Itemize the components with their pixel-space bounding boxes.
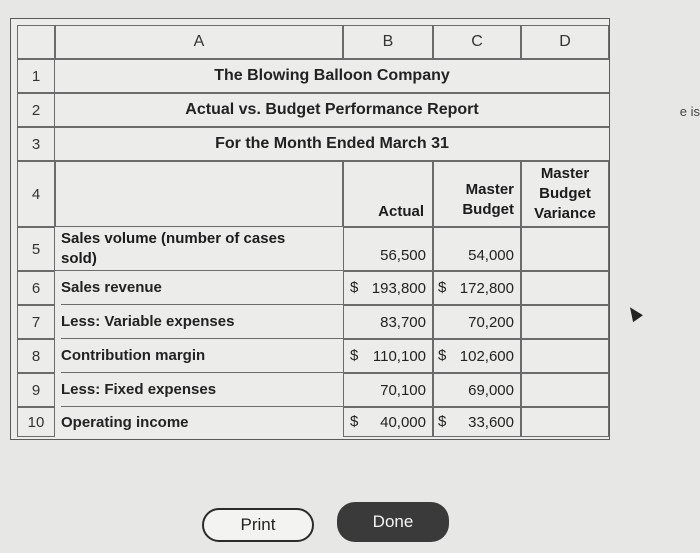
column-header-b[interactable]: B <box>343 25 433 59</box>
row-number: 3 <box>17 127 55 161</box>
row-number: 4 <box>17 161 55 227</box>
label-sales-volume-line1: Sales volume (number of cases <box>61 229 286 247</box>
header-variance-line3: Variance <box>534 205 596 222</box>
header-master-budget-line2: Budget <box>462 201 514 218</box>
mouse-cursor-icon <box>625 304 643 322</box>
label-sales-volume[interactable] <box>55 227 343 271</box>
budget-sales-revenue[interactable] <box>433 271 521 305</box>
row-number: 9 <box>17 373 55 407</box>
row-number: 7 <box>17 305 55 339</box>
actual-contribution-margin-value: 110,100 <box>372 347 426 365</box>
budget-fixed-expenses[interactable]: 69,000 <box>433 373 521 407</box>
budget-contribution-margin-value: 102,600 <box>459 347 514 365</box>
done-button[interactable]: Done <box>337 502 449 542</box>
variance-variable-expenses[interactable] <box>521 305 609 339</box>
header-actual[interactable]: Actual <box>343 161 433 227</box>
variance-fixed-expenses[interactable] <box>521 373 609 407</box>
label-fixed-expenses[interactable]: Less: Fixed expenses <box>61 373 343 407</box>
variance-sales-volume[interactable] <box>521 227 609 271</box>
dollar-sign: $ <box>438 279 447 296</box>
header-label-cell[interactable] <box>55 161 343 227</box>
budget-contribution-margin[interactable] <box>433 339 521 373</box>
column-header-c[interactable]: C <box>433 25 521 59</box>
dollar-sign: $ <box>350 347 359 364</box>
corner-cell <box>17 25 55 59</box>
dollar-sign: $ <box>438 347 447 364</box>
row-number: 2 <box>17 93 55 127</box>
dollar-sign: $ <box>350 413 359 430</box>
column-header-row <box>11 25 609 59</box>
actual-fixed-expenses[interactable]: 70,100 <box>343 373 433 407</box>
actual-sales-volume[interactable]: 56,500 <box>343 227 433 271</box>
variance-contribution-margin[interactable] <box>521 339 609 373</box>
actual-sales-revenue[interactable] <box>343 271 433 305</box>
header-variance-line1: Master <box>540 165 590 182</box>
row-number: 10 <box>17 407 55 437</box>
column-header-d[interactable]: D <box>521 25 609 59</box>
label-variable-expenses[interactable]: Less: Variable expenses <box>61 305 343 339</box>
report-title: Actual vs. Budget Performance Report <box>55 93 609 127</box>
label-sales-revenue[interactable]: Sales revenue <box>61 271 343 305</box>
actual-contribution-margin[interactable] <box>343 339 433 373</box>
row-number: 8 <box>17 339 55 373</box>
budget-variable-expenses[interactable]: 70,200 <box>433 305 521 339</box>
company-title: The Blowing Balloon Company <box>55 59 609 93</box>
header-master-budget[interactable] <box>433 161 521 227</box>
budget-sales-volume[interactable]: 54,000 <box>433 227 521 271</box>
row-number: 5 <box>17 227 55 271</box>
print-button[interactable]: Print <box>202 508 314 542</box>
dollar-sign: $ <box>350 279 359 296</box>
header-master-budget-line1: Master <box>465 181 514 198</box>
dollar-sign: $ <box>438 413 447 430</box>
variance-operating-income[interactable] <box>521 407 609 437</box>
row-number: 1 <box>17 59 55 93</box>
label-operating-income[interactable]: Operating income <box>61 413 189 431</box>
column-header-a[interactable]: A <box>55 25 343 59</box>
period-title: For the Month Ended March 31 <box>55 127 609 161</box>
spreadsheet <box>10 18 610 440</box>
row-number: 6 <box>17 271 55 305</box>
budget-operating-income[interactable] <box>433 407 521 437</box>
side-text-fragment: e is <box>679 104 700 119</box>
header-variance[interactable] <box>521 161 609 227</box>
header-variance-line2: Budget <box>539 185 591 202</box>
label-contribution-margin[interactable]: Contribution margin <box>61 339 343 373</box>
variance-sales-revenue[interactable] <box>521 271 609 305</box>
actual-sales-revenue-value: 193,800 <box>371 279 426 297</box>
budget-sales-revenue-value: 172,800 <box>459 279 514 297</box>
label-sales-volume-line2: sold) <box>61 249 97 267</box>
actual-operating-income-value: 40,000 <box>380 413 426 431</box>
budget-operating-income-value: 33,600 <box>468 413 514 431</box>
actual-operating-income[interactable] <box>343 407 433 437</box>
actual-variable-expenses[interactable]: 83,700 <box>343 305 433 339</box>
